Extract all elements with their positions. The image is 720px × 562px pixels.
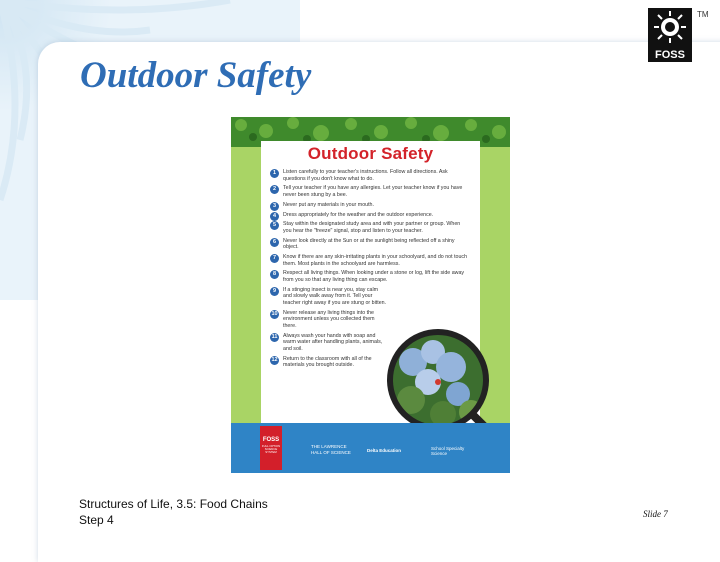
school-specialty-logo: School Specialty Science [431, 446, 465, 456]
rule-number: 12 [271, 356, 278, 363]
poster-title: Outdoor Safety [307, 144, 434, 163]
rule-item [270, 254, 470, 267]
rule-number: 1 [270, 169, 279, 178]
footer-line-2: Step 4 [79, 513, 114, 527]
footer-line-1: Structures of Life, 3.5: Food Chains [79, 497, 268, 511]
rule-number: 7 [270, 254, 279, 263]
rule-item [270, 185, 470, 198]
foss-badge-title: FOSS [262, 437, 280, 443]
rule-number: 3 [270, 202, 279, 211]
rule-text: Listen carefully to your teacher's instructions. Follow all directions. Ask questions if you don't know what to do. [283, 169, 448, 182]
delta-education-logo: Delta Education [367, 448, 402, 453]
rule-text: Know if there are any skin-irritating plants in your schoolyard, and do not touch them. Most plants in the schoolyard are harmless. [283, 254, 468, 267]
rule-item [270, 169, 470, 182]
rule-number: 9 [270, 287, 279, 296]
rule-text: If a stinging insect is near you, stay calm and slowly walk away from it. Tell your teacher right away if you are stung or bitten. [283, 286, 387, 306]
rule-text: Tell your teacher if you have any allergies. Let your teacher know if you have never been stung by a bee. [283, 185, 463, 198]
rule-text: Always wash your hands with soap and warm water after handling plants, animals, and soil. [283, 332, 383, 352]
rule-item [270, 270, 470, 283]
outdoor-safety-poster [231, 117, 510, 473]
foss-badge-subtitle: FULL OPTION SCIENCE SYSTEM [261, 444, 281, 455]
rule-number: 5 [270, 221, 279, 230]
rule-text: Never put any materials in your mouth. [283, 201, 374, 208]
rule-number: 2 [270, 185, 279, 194]
rule-number: 6 [270, 238, 279, 247]
rule-text: Never release any living things into the environment unless you collected them there. [283, 309, 375, 329]
rule-item [270, 221, 470, 234]
rule-number: 11 [271, 333, 278, 340]
footer-course-info [79, 496, 268, 528]
slide-number: Slide 7 [643, 509, 668, 519]
rule-number: 8 [270, 270, 279, 279]
rule-item [270, 238, 470, 251]
rule-text: Dress appropriately for the weather and the outdoor experience. [283, 211, 434, 218]
trademark-mark: TM [697, 10, 709, 19]
rule-text: Return to the classroom with all of the materials you brought outside. [283, 355, 372, 369]
rule-item [270, 202, 470, 209]
rule-text: Stay within the designated study area and with your partner or group. When you hear the "freeze" signal, stop and listen to your teacher. [283, 221, 461, 234]
lawrence-hall-logo: THE LAWRENCE HALL OF SCIENCE [311, 444, 351, 455]
slide-title: Outdoor Safety [80, 55, 312, 96]
rule-number: 4 [270, 212, 279, 221]
rule-item [270, 212, 470, 219]
rule-number: 10 [271, 310, 278, 317]
rule-item [270, 287, 470, 307]
rule-text: Never look directly at the Sun or at the sunlight being reflected off a shiny object. [283, 237, 455, 251]
foss-logo-text: FOSS [655, 49, 685, 61]
rule-text: Respect all living things. When looking under a stone or log, lift the side away from you so that any living thing can escape. [283, 270, 465, 284]
foss-logo-icon [648, 8, 692, 62]
